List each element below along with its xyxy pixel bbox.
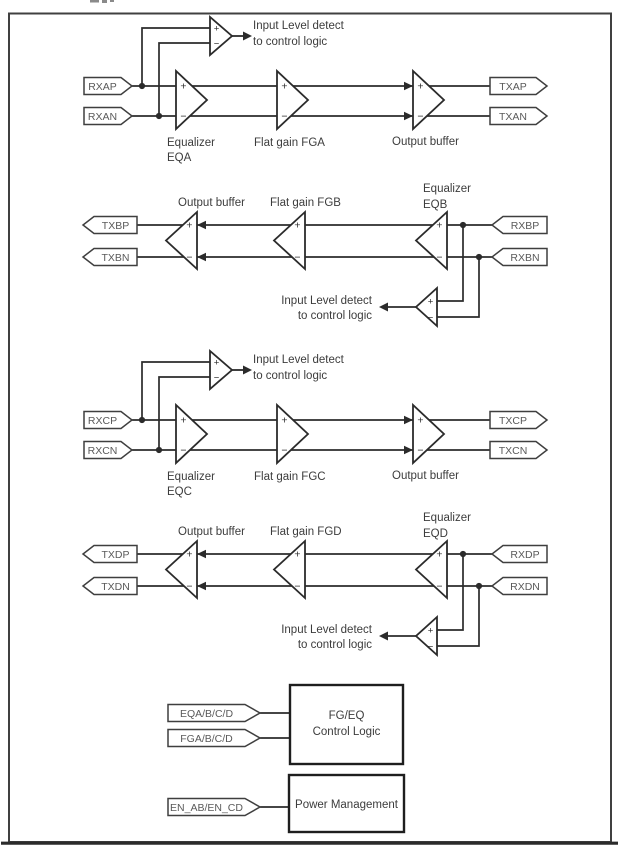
arrowhead-icon — [197, 550, 206, 558]
minus-sign: − — [427, 641, 434, 653]
cropped-text-artifact — [110, 0, 114, 2]
junction-dot — [476, 583, 482, 589]
pin-en-ab-en-cd-label: EN_AB/EN_CD — [170, 801, 243, 814]
junction-dot — [156, 447, 162, 453]
junction-dot — [460, 551, 466, 557]
minus-sign: − — [294, 580, 301, 593]
junction-dot — [139, 417, 145, 423]
plus-sign: + — [281, 80, 288, 93]
plus-sign: + — [417, 80, 424, 93]
plus-sign: + — [213, 23, 220, 35]
pin-rxan-label: RXAN — [87, 110, 118, 123]
minus-sign: − — [294, 251, 301, 264]
pin-rxbp-label: RXBP — [510, 219, 540, 232]
level-detect-comparator-b — [416, 288, 437, 326]
junction-dot — [156, 113, 162, 119]
power-management-box-label: Power Management — [295, 799, 398, 811]
pin-eqabcd-label: EQA/B/C/D — [179, 707, 234, 720]
arrowhead-icon — [197, 221, 206, 229]
output-buffer-label: Output buffer — [392, 470, 459, 482]
arrowhead-icon — [197, 253, 206, 261]
output-buffer-label: Output buffer — [178, 197, 245, 209]
arrowhead-icon — [404, 112, 413, 120]
plus-sign: + — [281, 414, 288, 427]
flat-gain-label: Flat gain FGA — [254, 137, 325, 149]
plus-sign: + — [436, 548, 443, 561]
pin-txdn-label: TXDN — [101, 580, 130, 593]
input-level-detect-label: to control logic — [253, 36, 328, 48]
minus-sign: − — [186, 580, 193, 593]
minus-sign: − — [180, 444, 187, 457]
minus-sign: − — [281, 444, 288, 457]
minus-sign: − — [213, 372, 220, 384]
pin-rxbn-label: RXBN — [510, 251, 540, 264]
input-level-detect-label: Input Level detect — [281, 624, 372, 636]
pin-rxdn-label: RXDN — [510, 580, 540, 593]
arrowhead-icon — [379, 632, 388, 641]
output-buffer-label: Output buffer — [392, 136, 459, 148]
arrowhead-icon — [197, 582, 206, 590]
pin-txap-label: TXAP — [499, 80, 527, 93]
equalizer-label: Equalizer — [423, 512, 471, 524]
pin-rxdp-label: RXDP — [510, 548, 540, 561]
plus-sign: + — [186, 548, 193, 561]
arrowhead-icon — [379, 303, 388, 312]
plus-sign: + — [417, 414, 424, 427]
pin-txan-label: TXAN — [498, 110, 528, 123]
control-logic-box-label: FG/EQ — [328, 710, 365, 722]
minus-sign: − — [436, 251, 443, 264]
minus-sign: − — [427, 312, 434, 324]
plus-sign: + — [427, 296, 434, 308]
minus-sign: − — [417, 444, 424, 457]
cropped-text-artifact — [102, 0, 107, 3]
pin-fgabcd-label: FGA/B/C/D — [180, 732, 233, 745]
plus-sign: + — [186, 219, 193, 232]
plus-sign: + — [180, 414, 187, 427]
flat-gain-label: Flat gain FGB — [270, 197, 341, 209]
pin-rxap-label: RXAP — [88, 80, 117, 93]
pin-rxcp-label: RXCP — [87, 414, 118, 427]
minus-sign: − — [417, 110, 424, 123]
plus-sign: + — [427, 625, 434, 637]
junction-dot — [460, 222, 466, 228]
pin-txcp-label: TXCP — [498, 414, 528, 427]
minus-sign: − — [186, 251, 193, 264]
minus-sign: − — [436, 580, 443, 593]
input-level-detect-label: Input Level detect — [253, 20, 344, 32]
arrowhead-icon — [243, 366, 252, 375]
input-level-detect-label: Input Level detect — [253, 354, 344, 366]
plus-sign: + — [436, 219, 443, 232]
equalizer-label: EQC — [167, 486, 192, 498]
equalizer-label: Equalizer — [167, 137, 215, 149]
junction-dot — [476, 254, 482, 260]
equalizer-label: EQD — [423, 528, 448, 540]
plus-sign: + — [294, 219, 301, 232]
junction-dot — [139, 83, 145, 89]
equalizer-label: EQB — [423, 199, 448, 211]
pin-txbp-label: TXBP — [101, 219, 130, 232]
control-logic-box-label: Control Logic — [312, 726, 381, 738]
equalizer-label: EQA — [167, 152, 192, 164]
output-buffer-label: Output buffer — [178, 526, 245, 538]
arrowhead-icon — [404, 82, 413, 90]
input-level-detect-label: to control logic — [297, 639, 372, 651]
arrowhead-icon — [243, 32, 252, 41]
level-detect-comparator-d — [416, 617, 437, 655]
flat-gain-label: Flat gain FGD — [270, 526, 342, 538]
input-level-detect-label: to control logic — [297, 310, 372, 322]
pin-txdp-label: TXDP — [101, 548, 130, 561]
plus-sign: + — [213, 357, 220, 369]
input-level-detect-label: Input Level detect — [281, 295, 372, 307]
minus-sign: − — [281, 110, 288, 123]
control-logic-box — [290, 685, 403, 764]
input-level-detect-label: to control logic — [253, 370, 328, 382]
arrowhead-icon — [404, 446, 413, 454]
equalizer-label: Equalizer — [167, 471, 215, 483]
arrowhead-icon — [404, 416, 413, 424]
pin-txbn-label: TXBN — [101, 251, 130, 264]
equalizer-label: Equalizer — [423, 183, 471, 195]
cropped-text-artifact — [90, 0, 99, 3]
minus-sign: − — [213, 38, 220, 50]
plus-sign: + — [180, 80, 187, 93]
plus-sign: + — [294, 548, 301, 561]
pin-txcn-label: TXCN — [498, 444, 528, 457]
minus-sign: − — [180, 110, 187, 123]
flat-gain-label: Flat gain FGC — [254, 471, 326, 483]
pin-rxcn-label: RXCN — [87, 444, 118, 457]
